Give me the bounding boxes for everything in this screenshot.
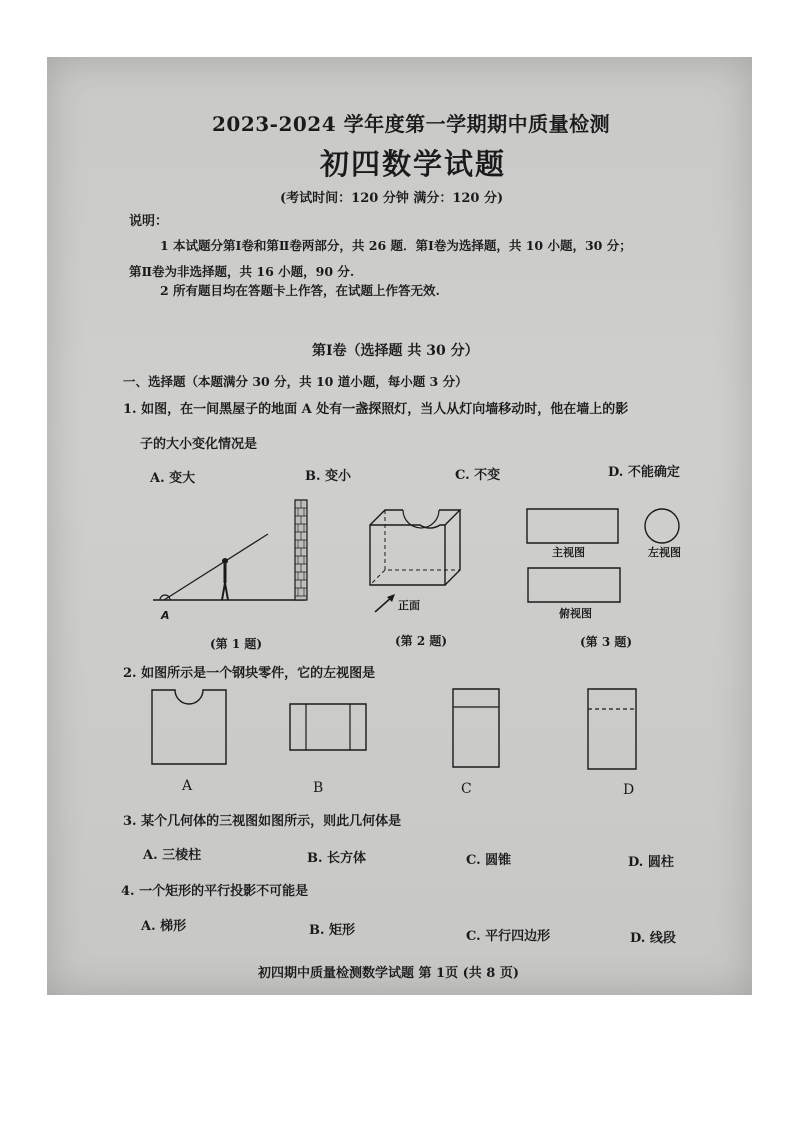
subject-title: 初四数学试题 bbox=[320, 147, 507, 181]
page-footer: 初四期中质量检测数学试题 第 1页 (共 8 页) bbox=[258, 966, 520, 981]
question-1-option-c: C. 不变 bbox=[455, 468, 501, 483]
question-4-option-b: B. 矩形 bbox=[309, 923, 356, 938]
brick-wall bbox=[295, 500, 307, 600]
figure-1-caption: (第 1 题) bbox=[210, 637, 263, 651]
figure-1-searchlight bbox=[150, 495, 315, 625]
q2-option-a-figure bbox=[150, 688, 230, 768]
question-1-option-a: A. 变大 bbox=[150, 471, 196, 486]
left-view-label: 左视图 bbox=[648, 546, 681, 559]
part-heading: 一、选择题（本题满分 30 分，共 10 道小题，每小题 3 分） bbox=[123, 374, 468, 389]
question-3-option-c: C. 圆锥 bbox=[466, 853, 512, 868]
q2-option-b-figure bbox=[289, 703, 369, 753]
front-view-label: 主视图 bbox=[552, 546, 585, 559]
question-3-option-b: B. 长方体 bbox=[307, 851, 367, 866]
question-1-option-d: D. 不能确定 bbox=[608, 465, 680, 480]
question-2-option-a-label: A bbox=[182, 778, 193, 794]
note-2: 2 所有题目均在答题卡上作答，在试题上作答无效. bbox=[160, 283, 440, 298]
question-1-text-line1: 1. 如图，在一间黑屋子的地面 A 处有一盏探照灯，当人从灯向墙移动时，他在墙上的影 bbox=[123, 402, 629, 417]
question-4-option-a: A. 梯形 bbox=[141, 919, 187, 934]
q2-option-c-figure bbox=[452, 688, 502, 770]
question-2-option-d-label: D bbox=[623, 782, 635, 798]
question-3-text: 3. 某个几何体的三视图如图所示，则此几何体是 bbox=[123, 814, 402, 829]
question-1-text-line2: 子的大小变化情况是 bbox=[140, 437, 258, 452]
question-4-option-d: D. 线段 bbox=[630, 931, 676, 946]
q2-option-d-figure bbox=[587, 688, 639, 772]
exam-info: (考试时间：120 分钟 满分：120 分) bbox=[280, 191, 504, 206]
question-3-option-a: A. 三棱柱 bbox=[143, 848, 202, 863]
exam-title: 2023-2024 学年度第一学期期中质量检测 bbox=[212, 112, 611, 136]
figure-3-caption: (第 3 题) bbox=[580, 635, 633, 649]
figure-2-steel-block bbox=[365, 505, 475, 615]
question-4-option-c: C. 平行四边形 bbox=[466, 929, 551, 944]
question-3-option-d: D. 圆柱 bbox=[628, 855, 674, 870]
note-1-line2: 第Ⅱ卷为非选择题，共 16 小题，90 分. bbox=[129, 264, 355, 279]
question-2-option-b-label: B bbox=[313, 780, 324, 796]
question-1-option-b: B. 变小 bbox=[305, 469, 352, 484]
top-view-label: 俯视图 bbox=[559, 607, 592, 620]
front-view-rect bbox=[527, 509, 618, 543]
figure-2-caption: (第 2 题) bbox=[395, 634, 448, 648]
note-1-line1: 1 本试题分第Ⅰ卷和第Ⅱ卷两部分，共 26 题．第Ⅰ卷为选择题，共 10 小题，30 分； bbox=[160, 238, 632, 253]
notes-heading: 说明： bbox=[129, 214, 169, 229]
front-direction-label: 正面 bbox=[398, 599, 420, 612]
figure-1-point-label: A bbox=[161, 609, 170, 622]
person-figure bbox=[222, 558, 228, 600]
section-title: 第Ⅰ卷（选择题 共 30 分） bbox=[312, 343, 479, 359]
question-2-option-c-label: C bbox=[461, 781, 472, 797]
question-2-text: 2. 如图所示是一个钢块零件，它的左视图是 bbox=[123, 666, 376, 681]
left-view-circle bbox=[645, 509, 679, 543]
figure-3-three-views bbox=[520, 505, 700, 625]
top-view-rect bbox=[528, 568, 620, 602]
question-4-text: 4. 一个矩形的平行投影不可能是 bbox=[121, 884, 309, 899]
